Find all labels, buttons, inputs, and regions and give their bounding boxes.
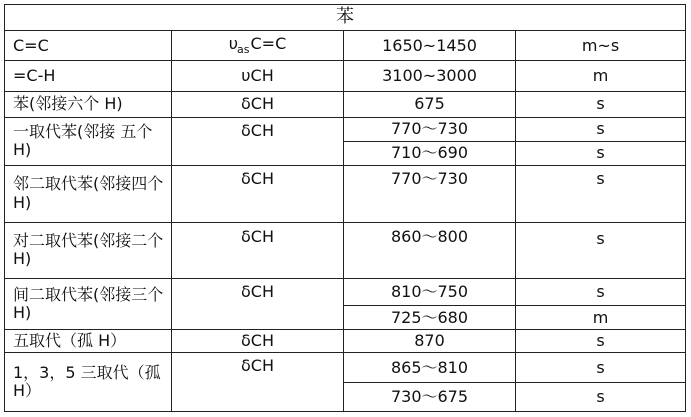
- intensity-cell: s: [516, 141, 686, 165]
- wavenumber-range-cell: 1650~1450: [344, 31, 516, 61]
- vibration-mode-cell: [172, 222, 344, 278]
- vibration-mode-cell: [172, 166, 344, 222]
- vibration-suffix: CH: [250, 331, 274, 351]
- table-row: [5, 353, 686, 383]
- benzene-ir-table: [4, 4, 686, 412]
- table-row: [5, 31, 686, 61]
- vibration-suffix: CH: [250, 65, 274, 85]
- vibration-mode-formula: [241, 227, 274, 246]
- table-row: [5, 330, 686, 353]
- functional-group-cell: 一取代苯(邻接 五个 H): [5, 117, 172, 165]
- intensity-cell: s: [516, 278, 686, 305]
- intensity-cell: s: [516, 353, 686, 383]
- wavenumber-range-cell: 725～680: [344, 306, 516, 330]
- wavenumber-range-cell: 675: [344, 91, 516, 117]
- table-row: [5, 166, 686, 222]
- intensity-cell: s: [516, 166, 686, 222]
- vibration-suffix: CH: [250, 120, 274, 140]
- functional-group-cell: =C-H: [5, 61, 172, 91]
- intensity-cell: s: [516, 222, 686, 278]
- intensity-cell: m: [516, 306, 686, 330]
- intensity-cell: s: [516, 117, 686, 141]
- wavenumber-range-cell: 860～800: [344, 222, 516, 278]
- wavenumber-range-cell: 865～810: [344, 353, 516, 383]
- vibration-mode-formula: [241, 94, 274, 113]
- functional-group-cell: 邻二取代苯(邻接四个 H): [5, 166, 172, 222]
- vibration-subscript: as: [237, 42, 250, 56]
- vibration-mode-formula: [241, 66, 273, 85]
- intensity-cell: s: [516, 91, 686, 117]
- vibration-symbol: δ: [241, 281, 251, 301]
- vibration-mode-cell: [172, 353, 344, 412]
- table-row: [5, 61, 686, 91]
- intensity-cell: s: [516, 383, 686, 412]
- vibration-symbol: δ: [241, 331, 251, 351]
- table-title: 苯: [5, 5, 686, 31]
- vibration-mode-formula: [228, 33, 287, 56]
- vibration-mode-formula: [241, 356, 274, 375]
- vibration-suffix: CH: [250, 281, 274, 301]
- vibration-symbol: δ: [241, 356, 251, 376]
- intensity-cell: m~s: [516, 31, 686, 61]
- vibration-mode-formula: [241, 282, 274, 301]
- vibration-symbol: δ: [241, 169, 251, 189]
- vibration-symbol: υ: [228, 33, 239, 53]
- functional-group-cell: 间二取代苯(邻接三个 H): [5, 278, 172, 329]
- table-row: [5, 117, 686, 141]
- functional-group-cell: 五取代（孤 H）: [5, 330, 172, 353]
- vibration-suffix: CH: [250, 94, 274, 114]
- functional-group-cell: 苯(邻接六个 H): [5, 91, 172, 117]
- wavenumber-range-cell: 3100~3000: [344, 61, 516, 91]
- table-title-row: [5, 5, 686, 31]
- vibration-mode-formula: [241, 331, 274, 350]
- vibration-mode-cell: [172, 117, 344, 165]
- vibration-suffix: CH: [250, 169, 274, 189]
- table-row: [5, 278, 686, 305]
- vibration-mode-cell: [172, 278, 344, 329]
- intensity-cell: m: [516, 61, 686, 91]
- wavenumber-range-cell: 770～730: [344, 117, 516, 141]
- vibration-mode-formula: [241, 121, 274, 140]
- vibration-mode-cell: [172, 91, 344, 117]
- vibration-symbol: δ: [241, 94, 251, 114]
- wavenumber-range-cell: 710～690: [344, 141, 516, 165]
- functional-group-cell: 1，3，5 三取代（孤 H）: [5, 353, 172, 412]
- vibration-suffix: CH: [250, 356, 274, 376]
- vibration-symbol: υ: [241, 65, 251, 85]
- vibration-suffix: CH: [250, 226, 274, 246]
- wavenumber-range-cell: 730～675: [344, 383, 516, 412]
- functional-group-cell: 对二取代苯(邻接二个 H): [5, 222, 172, 278]
- vibration-suffix: C=C: [250, 33, 287, 53]
- vibration-symbol: δ: [241, 226, 251, 246]
- table-row: [5, 222, 686, 278]
- table-row: [5, 91, 686, 117]
- wavenumber-range-cell: 770～730: [344, 166, 516, 222]
- vibration-mode-formula: [241, 169, 274, 188]
- vibration-mode-cell: [172, 31, 344, 61]
- wavenumber-range-cell: 810～750: [344, 278, 516, 305]
- vibration-symbol: δ: [241, 120, 251, 140]
- vibration-mode-cell: [172, 61, 344, 91]
- wavenumber-range-cell: 870: [344, 330, 516, 353]
- functional-group-cell: C=C: [5, 31, 172, 61]
- vibration-mode-cell: [172, 330, 344, 353]
- intensity-cell: s: [516, 330, 686, 353]
